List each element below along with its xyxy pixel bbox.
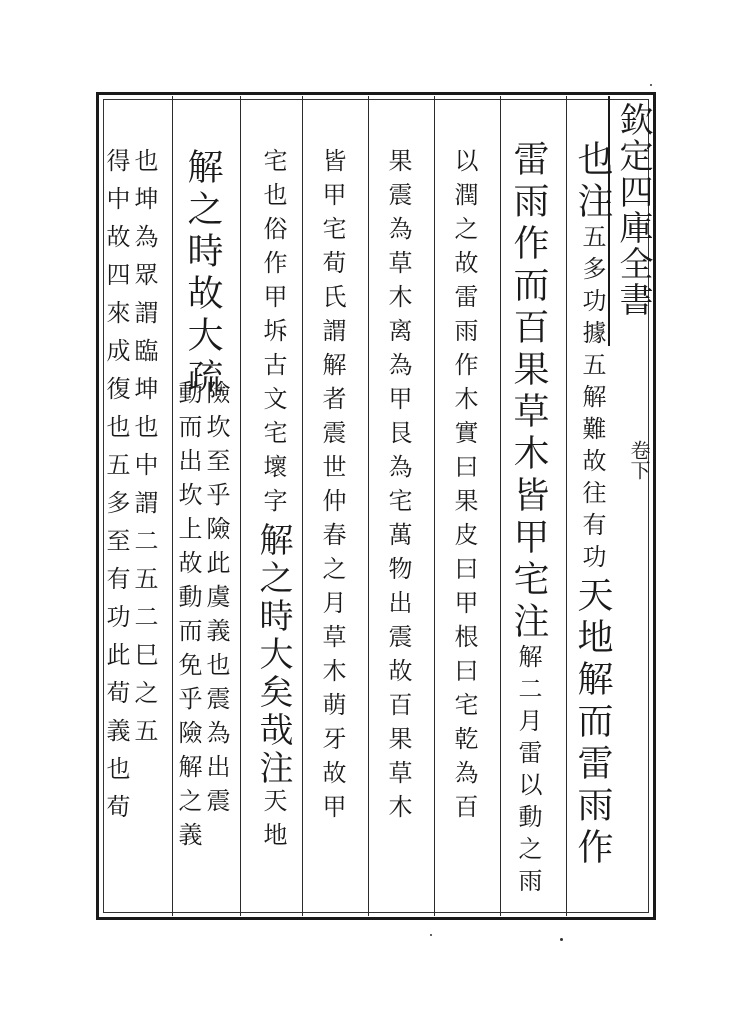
column-rule <box>500 96 501 916</box>
text-column-8 <box>104 148 156 832</box>
column-rule <box>434 96 435 916</box>
scan-speck <box>650 84 652 86</box>
column-rule <box>368 96 369 916</box>
column-rule <box>566 96 567 916</box>
commentary-text: 五多功據五解難故往有功 <box>578 224 606 576</box>
text-column-1 <box>572 140 613 870</box>
main-text: 解之時大矣哉注 <box>253 522 293 788</box>
text-column-7-commentary <box>176 380 228 856</box>
column-rule <box>240 96 241 916</box>
commentary-right: 險坎至乎險此虞義也震為出震 <box>202 380 230 822</box>
main-text: 天地解而雷雨作 <box>572 576 613 870</box>
column-rule <box>172 96 173 916</box>
text-column-4: 果震為草木离為甲艮為宅萬物出震故百果草木 <box>384 148 412 828</box>
commentary-left: 動而出坎上故動而免乎險解之義 <box>174 380 202 856</box>
text-column-2 <box>508 140 549 900</box>
scan-speck <box>430 934 432 936</box>
text-column-5: 皆甲宅荀氏謂解者震世仲春之月草木萌牙故甲 <box>318 148 346 828</box>
text-column-6 <box>253 148 293 856</box>
text-column-7-main: 解之時故大疏 <box>182 148 223 400</box>
text-column-3: 以潤之故雷雨作木實曰果皮曰甲根曰宅乾為百 <box>450 148 478 828</box>
main-text: 雷雨作而百果草木皆甲宅注 <box>508 140 549 644</box>
main-text: 也注 <box>572 140 613 224</box>
margin-juan-label: 卷下 <box>627 440 651 480</box>
commentary-text: 天地 <box>259 788 287 856</box>
commentary-text: 宅也俗作甲坼古文宅壞字 <box>259 148 287 522</box>
column-rule <box>302 96 303 916</box>
margin-book-title: 欽定四庫全書 <box>613 102 653 318</box>
scan-speck <box>560 938 563 941</box>
commentary-right: 也坤為眾謂臨坤也中謂二五二巳之五 <box>130 148 158 756</box>
commentary-text: 解二月雷以動之雨 <box>514 644 542 900</box>
commentary-left: 得中故四來成復也五多至有功此荀義也荀 <box>102 148 130 832</box>
